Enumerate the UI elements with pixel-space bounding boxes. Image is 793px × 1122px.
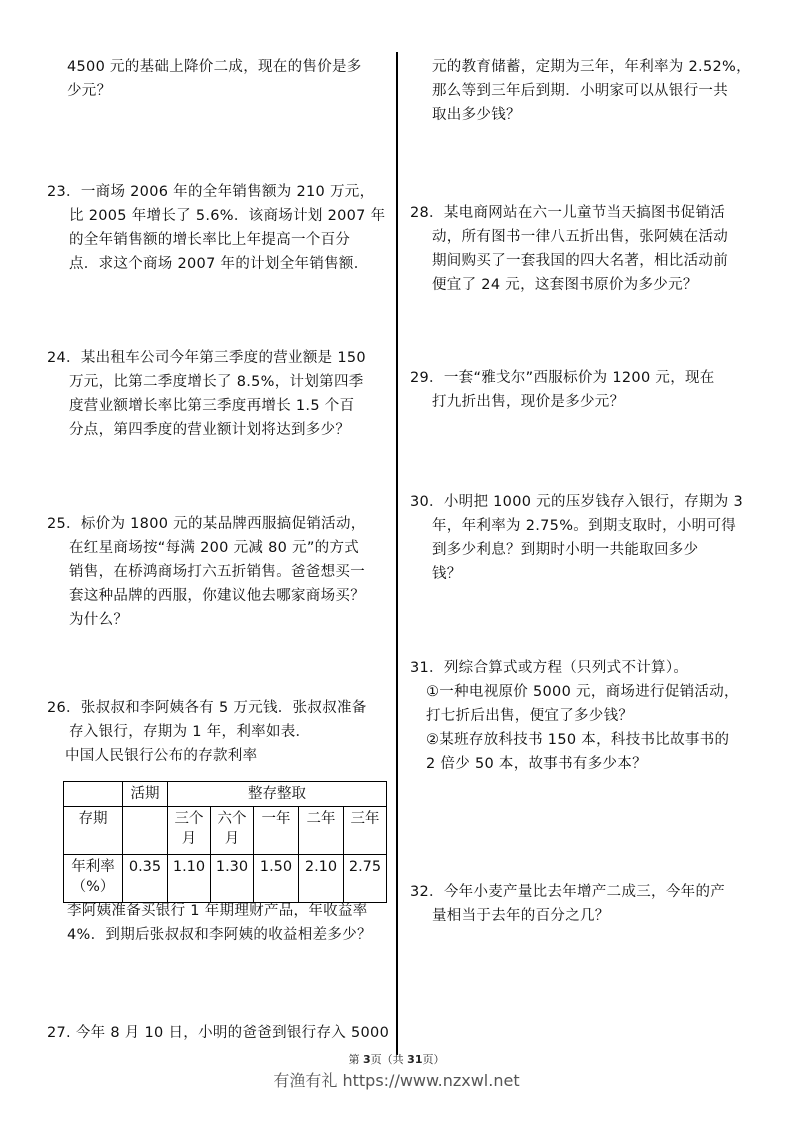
question-31 [410, 656, 739, 776]
text-line: 便宜了 24 元，这套图书原价为多少元？ [432, 277, 698, 293]
question-27 [47, 1021, 389, 1045]
table-header-fixed: 整存整取 [168, 782, 387, 807]
table-header-2y: 二年 [299, 807, 344, 855]
table-caption: 中国人民银行公布的存款利率 [65, 748, 258, 764]
text-line: 打七折后出售，便宜了多少钱？ [426, 708, 634, 724]
text-line: 27. 今年 8 月 10 日，小明的爸爸到银行存入 5000 [47, 1025, 390, 1041]
table-header-demand: 活期 [123, 782, 168, 807]
question-25 [47, 512, 366, 632]
question-23 [47, 180, 385, 276]
text-line: 24．某出租车公司今年第三季度的营业额是 150 [47, 350, 366, 366]
question-24 [47, 346, 366, 442]
page-suffix: 页） [422, 1053, 445, 1066]
text-line: 分点，第四季度的营业额计划将达到多少？ [69, 422, 351, 438]
text-line: 到多少利息？到期时小明一共能取回多少 [432, 542, 699, 558]
text-line: 年，年利率为 2.75%。到期支取时，小明可得 [432, 518, 737, 534]
table-row-label-rate: 年利率（%） [64, 855, 123, 903]
table-header-6m: 六个月 [211, 807, 254, 855]
question-22-continuation [67, 55, 362, 103]
text-line: 31．列综合算式或方程（只列式不计算）。 [410, 660, 689, 676]
text-line: 在红星商场按“每满 200 元减 80 元”的方式 [69, 540, 360, 556]
text-line: 28．某电商网站在六一儿童节当天搞图书促销活 [410, 205, 726, 221]
column-divider [396, 52, 398, 1055]
text-line: 为什么？ [69, 612, 129, 628]
table-cell: 1.50 [254, 855, 299, 903]
page-mid: 页（共 [370, 1053, 408, 1066]
text-line: 期间购买了一套我国的四大名著，相比活动前 [432, 253, 728, 269]
question-27-continuation [432, 55, 751, 127]
table-cell: 1.10 [168, 855, 211, 903]
text-line: 度营业额增长率比第三季度再增长 1.5 个百 [69, 398, 355, 414]
text-line: 32．今年小麦产量比去年增产二成三，今年的产 [410, 884, 726, 900]
table-row-label-term: 存期 [64, 807, 123, 855]
text-line: 套这种品牌的西服，你建议他去哪家商场买？ [69, 588, 365, 604]
text-line: ②某班存放科技书 150 本，科技书比故事书的 [426, 732, 730, 748]
question-29 [410, 366, 715, 414]
text-line: 销售，在桥鸿商场打六五折销售。爸爸想买一 [69, 564, 365, 580]
question-26-continued [67, 899, 372, 947]
text-line: ①一种电视原价 5000 元，商场进行促销活动， [426, 684, 739, 700]
text-line: 量相当于去年的百分之几？ [432, 908, 610, 924]
text-line: 少元？ [67, 83, 112, 99]
page-number [0, 1051, 793, 1067]
table-header-3y: 三年 [344, 807, 387, 855]
text-line: 打九折出售，现价是多少元？ [432, 394, 625, 410]
interest-rate-table [63, 781, 387, 903]
question-30 [410, 490, 743, 586]
question-28 [410, 201, 728, 297]
table-header-3m: 三个月 [168, 807, 211, 855]
text-line: 29．一套“雅戈尔”西服标价为 1200 元，现在 [410, 370, 715, 386]
text-line: 4500 元的基础上降价二成，现在的售价是多 [67, 59, 362, 75]
text-line: 比 2005 年增长了 5.6%．该商场计划 2007 年 [69, 208, 386, 224]
table-header-1y: 一年 [254, 807, 299, 855]
text-line: 存入银行，存期为 1 年，利率如表． [69, 724, 311, 740]
text-line: 4%．到期后张叔叔和李阿姨的收益相差多少？ [67, 927, 372, 943]
table-cell-empty [64, 782, 123, 807]
text-line: 的全年销售额的增长率比上年提高一个百分 [69, 232, 351, 248]
text-line: 动，所有图书一律八五折出售，张阿姨在活动 [432, 229, 728, 245]
text-line: 李阿姨准备买银行 1 年期理财产品，年收益率 [67, 903, 368, 919]
table-cell: 2.10 [299, 855, 344, 903]
text-line: 25．标价为 1800 元的某品牌西服搞促销活动， [47, 516, 366, 532]
total-pages: 31 [407, 1053, 423, 1066]
text-line: 万元，比第二季度增长了 8.5%，计划第四季 [69, 374, 364, 390]
table-cell-empty [123, 807, 168, 855]
table-cell: 1.30 [211, 855, 254, 903]
text-line: 26．张叔叔和李阿姨各有 5 万元钱．张叔叔准备 [47, 700, 367, 716]
text-line: 取出多少钱？ [432, 107, 521, 123]
text-line: 钱？ [432, 566, 462, 582]
text-line: 30．小明把 1000 元的压岁钱存入银行，存期为 3 [410, 494, 744, 510]
watermark: 有渔有礼 https://www.nzxwl.net [273, 1071, 520, 1090]
question-32 [410, 880, 725, 928]
table-cell: 0.35 [123, 855, 168, 903]
text-line: 2 倍少 50 本，故事书有多少本？ [426, 756, 647, 772]
text-line: 那么等到三年后到期．小明家可以从银行一共 [432, 83, 728, 99]
page-prefix: 第 [348, 1053, 364, 1066]
text-line: 23．一商场 2006 年的全年销售额为 210 万元， [47, 184, 375, 200]
text-line: 点．求这个商场 2007 年的计划全年销售额． [69, 256, 369, 272]
table-cell: 2.75 [344, 855, 387, 903]
text-line: 元的教育储蓄，定期为三年，年利率为 2.52%， [432, 59, 751, 75]
question-26 [47, 696, 367, 768]
current-page: 3 [363, 1053, 371, 1066]
